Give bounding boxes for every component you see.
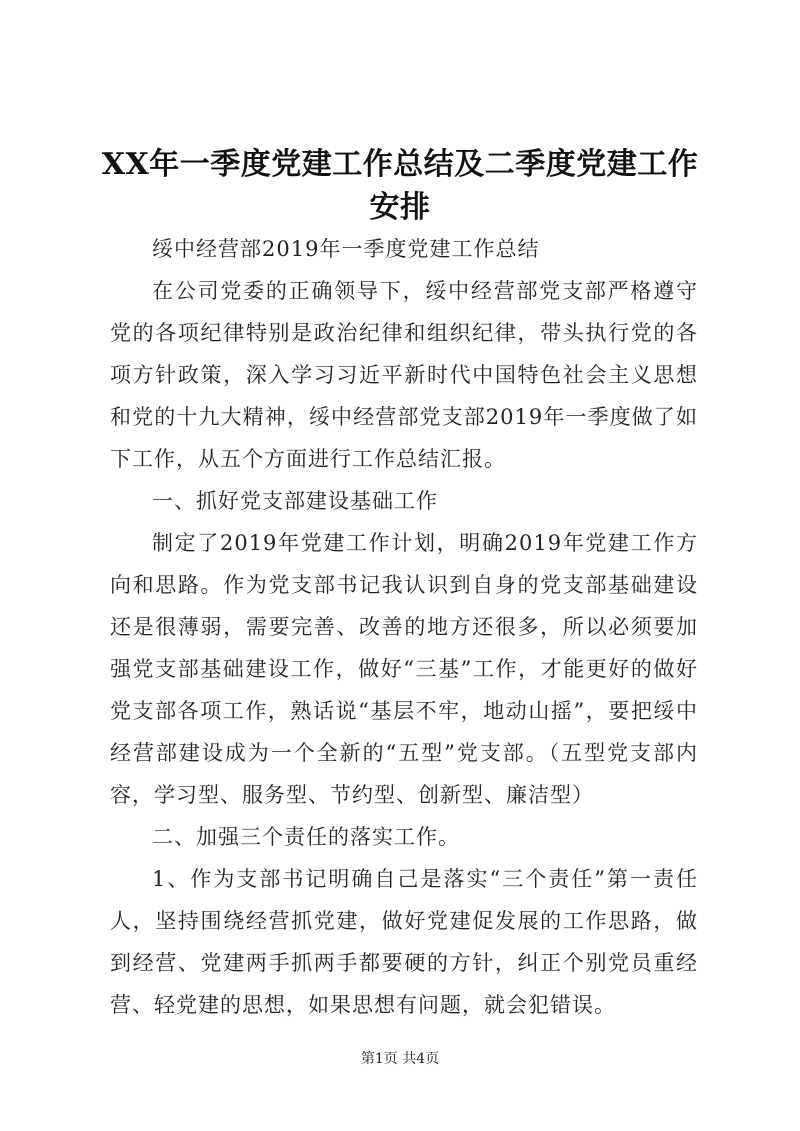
subtitle-paragraph: 绥中经营部2019年一季度党建工作总结: [152, 237, 540, 261]
document-body: [110, 228, 698, 1026]
section-2-item-1: 1、作为支部书记明确自己是落实“三个责任”第一责任人，坚持围绕经营抓党建，做好党建促发展的工作思路，做到经营、党建两手抓两手都要硬的方针，纠正个别党员重经营、轻党建的思想，如果思想有问题，就会犯错误。: [110, 867, 698, 1017]
page-number-label: 第1页 共4页: [360, 1051, 440, 1067]
document-title: [100, 143, 700, 229]
title-line-1: XX年一季度党建工作总结及二季度党建工作: [101, 147, 699, 182]
section-heading-2: 二、加强三个责任的落实工作。: [152, 825, 460, 849]
page-footer: [0, 1048, 800, 1068]
intro-paragraph: 在公司党委的正确领导下，绥中经营部党支部严格遵守党的各项纪律特别是政治纪律和组织纪律，带头执行党的各项方针政策，深入学习习近平新时代中国特色社会主义思想和党的十九大精神，绥中经营部党支部2019年一季度做了如下工作，从五个方面进行工作总结汇报。: [110, 279, 698, 471]
section-heading-1: 一、抓好党支部建设基础工作: [152, 489, 438, 513]
section-1-paragraph: 制定了2019年党建工作计划，明确2019年党建工作方向和思路。作为党支部书记我认识到自身的党支部基础建设还是很薄弱，需要完善、改善的地方还很多，所以必须要加强党支部基础建设工作，做好“三基”工作，才能更好的做好党支部各项工作，熟话说“基层不牢，地动山摇”，要把绥中经营部建设成为一个全新的“五型”党支部。（五型党支部内容，学习型、服务型、节约型、创新型、廉洁型）: [110, 531, 698, 807]
title-line-2: 安排: [369, 190, 431, 225]
